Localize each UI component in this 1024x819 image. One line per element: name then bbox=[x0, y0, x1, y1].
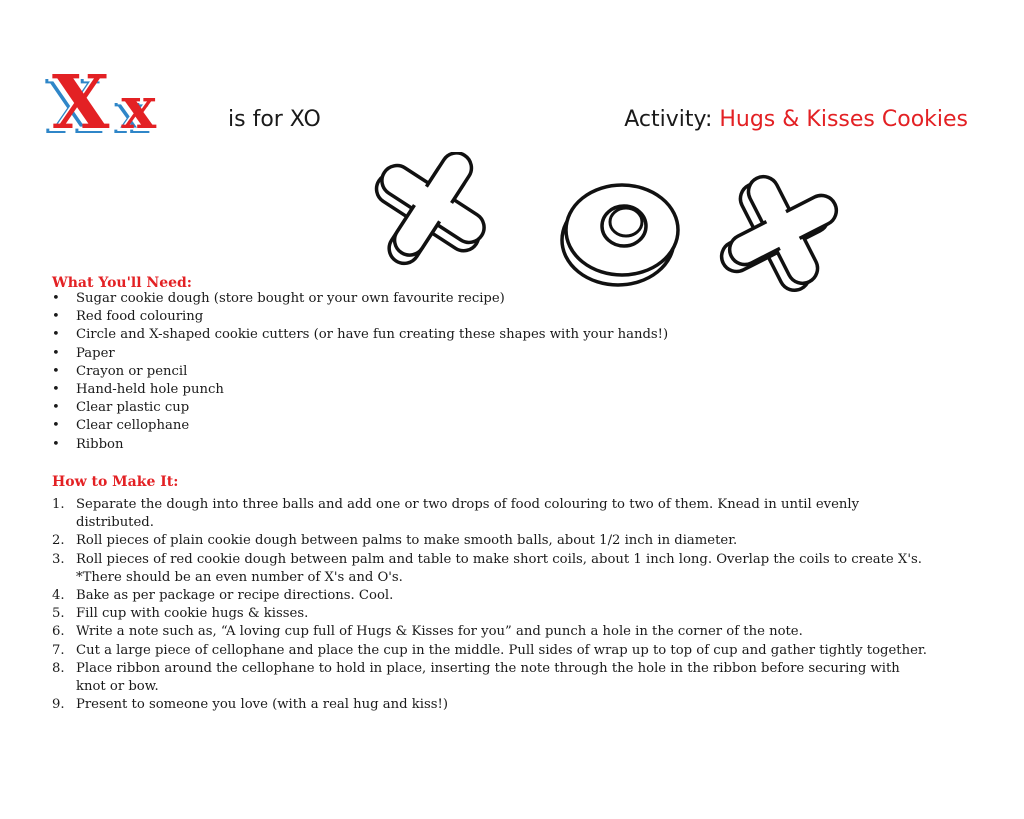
needs-list bbox=[52, 290, 972, 454]
steps-heading: How to Make It: bbox=[52, 474, 179, 490]
step-item: 3. Roll pieces of red cookie dough between palm and table to make short coils, about 1 inch long. Overlap the coils to create X's. *There should be an even number of X's and O's. bbox=[52, 551, 922, 585]
step-number: 3. bbox=[52, 551, 65, 567]
activity-prefix: Activity: bbox=[624, 107, 713, 132]
letter-lower-x: x bbox=[121, 74, 157, 142]
step-item: 1. Separate the dough into three balls and add one or two drops of food colouring to two of them. Knead in until evenly distributed. bbox=[52, 497, 860, 531]
step-number: 5. bbox=[52, 606, 65, 622]
bullet-icon: • bbox=[52, 436, 60, 452]
step-item: 5. Fill cup with cookie hugs & kisses. bbox=[52, 605, 932, 623]
list-item: • Clear cellophane bbox=[52, 417, 972, 435]
letter-upper-x: X bbox=[52, 60, 110, 146]
step-number: 7. bbox=[52, 642, 65, 658]
step-number: 2. bbox=[52, 533, 65, 549]
step-item: 7. Cut a large piece of cellophane and place the cup in the middle. Pull sides of wrap up to top of cup and gather tightly together. bbox=[52, 642, 932, 660]
bullet-icon: • bbox=[52, 400, 60, 416]
step-item: 8. Place ribbon around the cellophane to hold in place, inserting the note through the hole in the ribbon before securing with knot or bow. bbox=[52, 660, 900, 695]
steps-list bbox=[52, 496, 932, 714]
list-item: • Sugar cookie dough (store bought or your own favourite recipe) bbox=[52, 290, 972, 308]
is-for-label: is for XO bbox=[228, 107, 321, 132]
x-cookie-icon bbox=[370, 152, 496, 274]
list-item: • Circle and X-shaped cookie cutters (or have fun creating these shapes with your hands!) bbox=[52, 326, 972, 344]
list-item: • Clear plastic cup bbox=[52, 399, 972, 417]
bullet-icon: • bbox=[52, 291, 60, 306]
bullet-icon: • bbox=[52, 418, 60, 434]
x-cookie-icon bbox=[712, 166, 847, 302]
bullet-icon: • bbox=[52, 345, 60, 361]
step-item: 4. Bake as per package or recipe directions. Cool. bbox=[52, 587, 932, 605]
bullet-icon: • bbox=[52, 327, 60, 343]
step-item: 9. Present to someone you love (with a real hug and kiss!) bbox=[52, 696, 932, 714]
title-letters bbox=[52, 60, 157, 146]
list-item: • Ribbon bbox=[52, 436, 972, 454]
needs-heading: What You'll Need: bbox=[52, 275, 192, 291]
list-item: • Crayon or pencil bbox=[52, 363, 972, 381]
step-number: 9. bbox=[52, 697, 65, 713]
step-item: 2. Roll pieces of plain cookie dough between palms to make smooth balls, about 1/2 inch in diameter. bbox=[52, 532, 932, 550]
step-number: 8. bbox=[52, 660, 65, 676]
o-cookie-icon bbox=[562, 185, 678, 285]
step-number: 4. bbox=[52, 588, 65, 604]
activity-title: Hugs & Kisses Cookies bbox=[719, 107, 968, 132]
step-number: 6. bbox=[52, 624, 65, 640]
step-item: 6. Write a note such as, “A loving cup full of Hugs & Kisses for you” and punch a hole in the corner of the note. bbox=[52, 623, 932, 641]
list-item: • Hand-held hole punch bbox=[52, 381, 972, 399]
activity-heading bbox=[624, 107, 968, 132]
bullet-icon: • bbox=[52, 382, 60, 398]
bullet-icon: • bbox=[52, 309, 60, 325]
step-number: 1. bbox=[52, 497, 65, 512]
list-item: • Paper bbox=[52, 345, 972, 363]
bullet-icon: • bbox=[52, 363, 60, 379]
list-item: • Red food colouring bbox=[52, 308, 972, 326]
